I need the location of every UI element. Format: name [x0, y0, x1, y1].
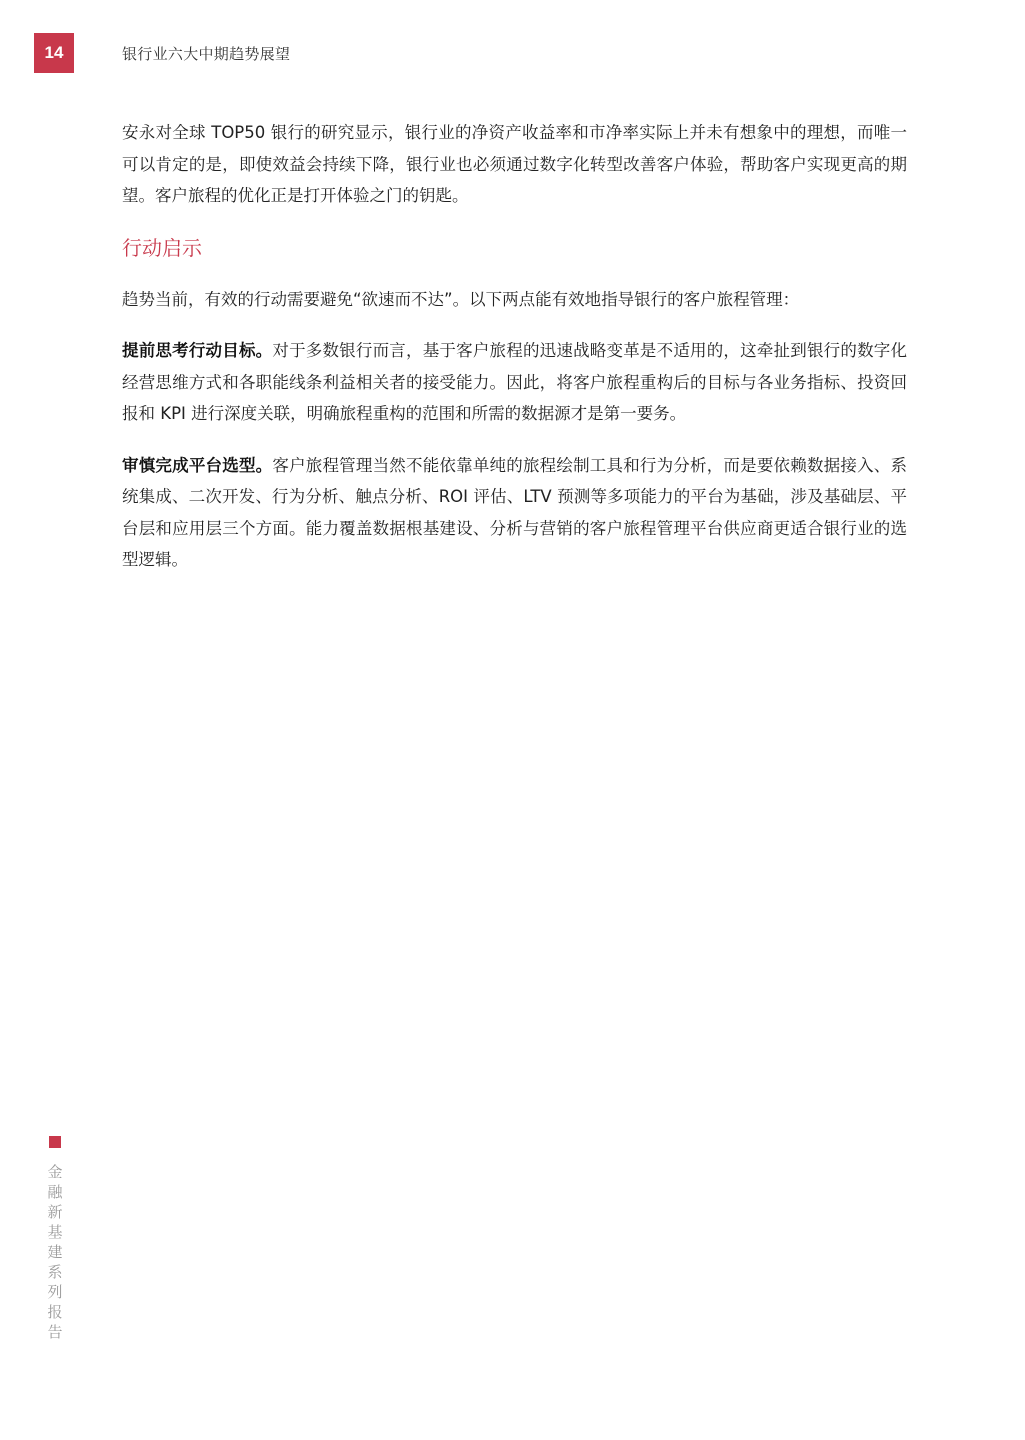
section-heading: 行动启示 [122, 235, 202, 260]
page-number: 14 [44, 43, 64, 62]
point-paragraph-2 [122, 450, 907, 576]
running-header-title: 银行业六大中期趋势展望 [122, 45, 291, 63]
point-text-2: 客户旅程管理当然不能依靠单纯的旅程绘制工具和行为分析，而是要依赖数据接入、系统集成、二次开发、行为分析、触点分析、ROI 评估、LTV 预测等多项能力的平台为基础，涉及基础层、平台层和应用层三个方面。能力覆盖数据根基建设、分析与营销的客户旅程管理平台供应商更适合银行业的选型逻辑。 [122, 455, 908, 569]
page-number-badge [34, 33, 74, 73]
intro-paragraph: 安永对全球 TOP50 银行的研究显示，银行业的净资产收益率和市净率实际上并未有想象中的理想，而唯一可以肯定的是，即使效益会持续下降，银行业也必须通过数字化转型改善客户体验，帮助客户实现更高的期望。客户旅程的优化正是打开体验之门的钥匙。 [122, 123, 907, 205]
section-intro-paragraph: 趋势当前，有效的行动需要避免“欲速而不达”。以下两点能有效地指导银行的客户旅程管理： [122, 289, 800, 309]
series-vertical-label: 金融新基建系列报告 [47, 1163, 63, 1341]
point-lead-2: 审慎完成平台选型。 [122, 455, 273, 475]
point-paragraph-1 [122, 335, 907, 430]
point-text-1: 对于多数银行而言，基于客户旅程的迅速战略变革是不适用的，这牵扯到银行的数字化经营思维方式和各职能线条利益相关者的接受能力。因此，将客户旅程重构后的目标与各业务指标、投资回报和 KPI 进行深度关联，明确旅程重构的范围和所需的数据源才是第一要务。 [122, 341, 908, 423]
point-lead-1: 提前思考行动目标。 [122, 341, 273, 360]
series-square-icon [49, 1136, 61, 1148]
main-content [122, 117, 907, 576]
